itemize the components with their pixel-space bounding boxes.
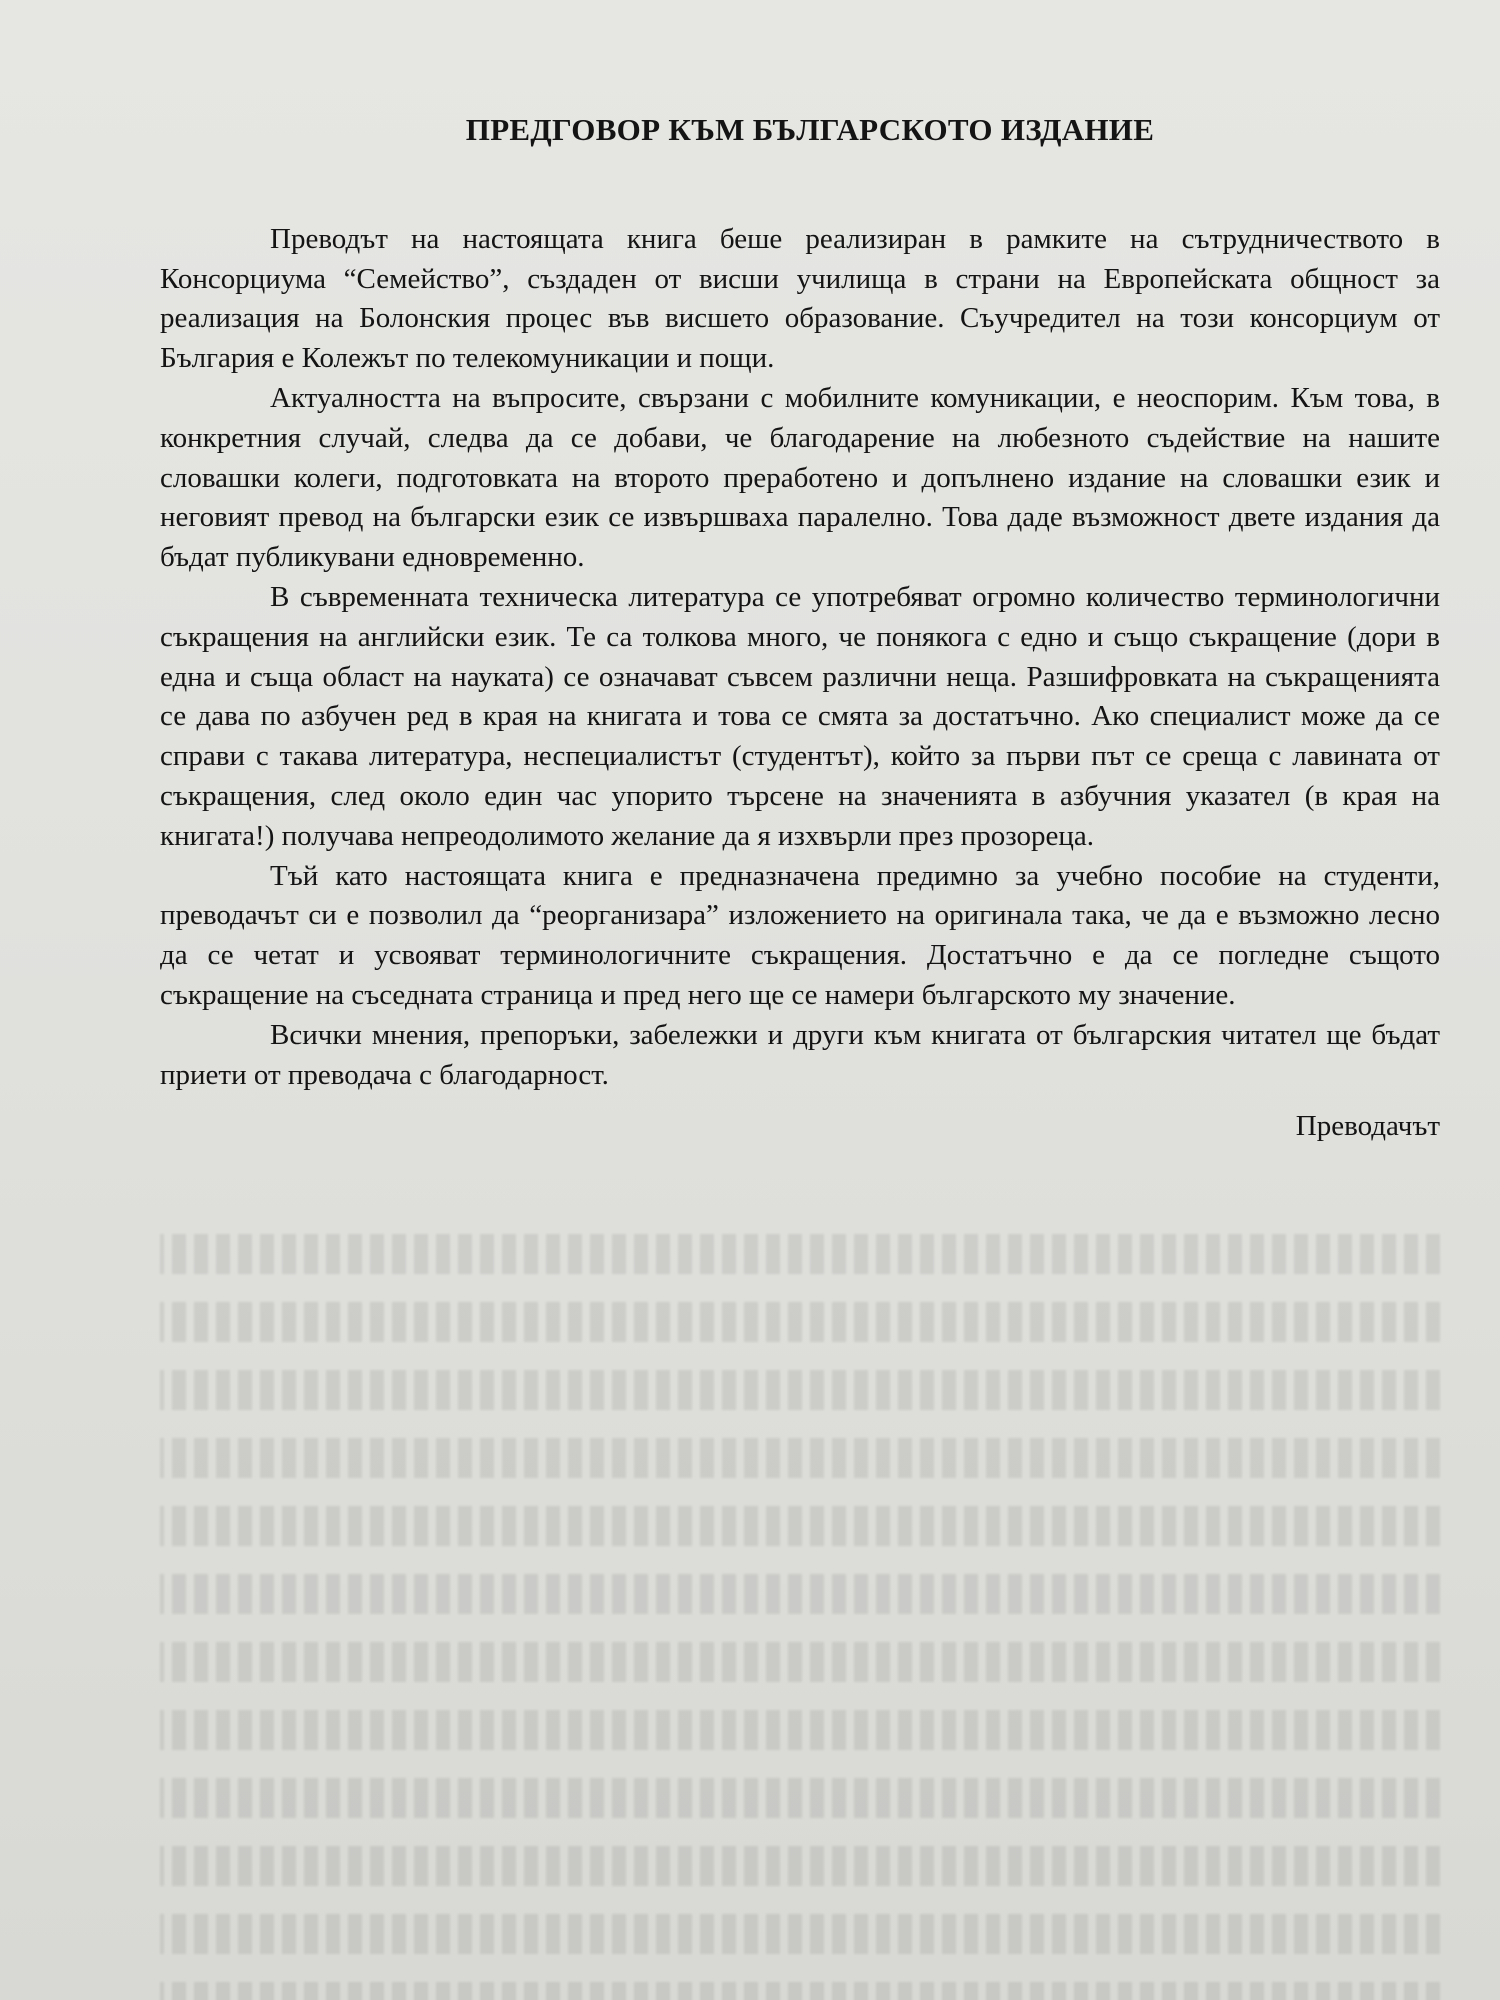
paragraph: Преводът на настоящата книга беше реализиран в рамките на сътрудничеството в Консорциума “Семейство”, създаден от висши училища в страни на Европейската общност за реализация на Болонския процес във висшето образование. Съучредител на този консорциум от България е Колежът по телекомуникации и пощи. <box>160 222 1440 375</box>
page-title: ПРЕДГОВОР КЪМ БЪЛГАРСКОТО ИЗДАНИЕ <box>465 112 1155 147</box>
signature: Преводачът <box>1295 1110 1440 1143</box>
paragraph: В съвременната техническа литература се употребяват огромно количество терминологични съкращения на английски език. Те са толкова много, че понякога с едно и също съкращение (дори в една и съща област на науката) се означават съвсем различни неща. Разшифровката на съкращенията се дава по азбучен ред в края на книгата и това се смята за достатъчно. Ако специалист може да се справи с такава литература, неспециалистът (студентът), който за първи път се среща с лавината от съкращения, след около един час упорито търсене на значенията в азбучния указател (в края на книгата!) получава непреодолимото желание да я изхвърли през прозореца. <box>160 580 1440 852</box>
paragraph: Всички мнения, препоръки, забележки и други към книгата от българския читател ще бъдат приети от преводача с благодарност. <box>160 1018 1440 1091</box>
paragraph: Актуалността на въпросите, свързани с мобилните комуникации, е неоспорим. Към това, в конкретния случай, следва да се добави, че благодарение на любезното съдействие на нашите словашки колеги, подготовката на второто преработено и допълнено издание на словашки език и неговият превод на български език се извършваха паралелно. Това даде възможност двете издания да бъдат публикувани едновременно. <box>160 381 1440 574</box>
bleed-through-text <box>160 1220 1440 2000</box>
paragraph: Тъй като настоящата книга е предназначена предимно за учебно пособие на студенти, преводачът си е позволил да “реорганизара” изложението на оригинала така, че да е възможно лесно да се четат и усвояват терминологичните съкращения. Достатъчно е да се погледне същото съкращение на съседната страница и пред него ще се намери българското му значение. <box>160 859 1440 1011</box>
document-body <box>160 110 1440 1147</box>
